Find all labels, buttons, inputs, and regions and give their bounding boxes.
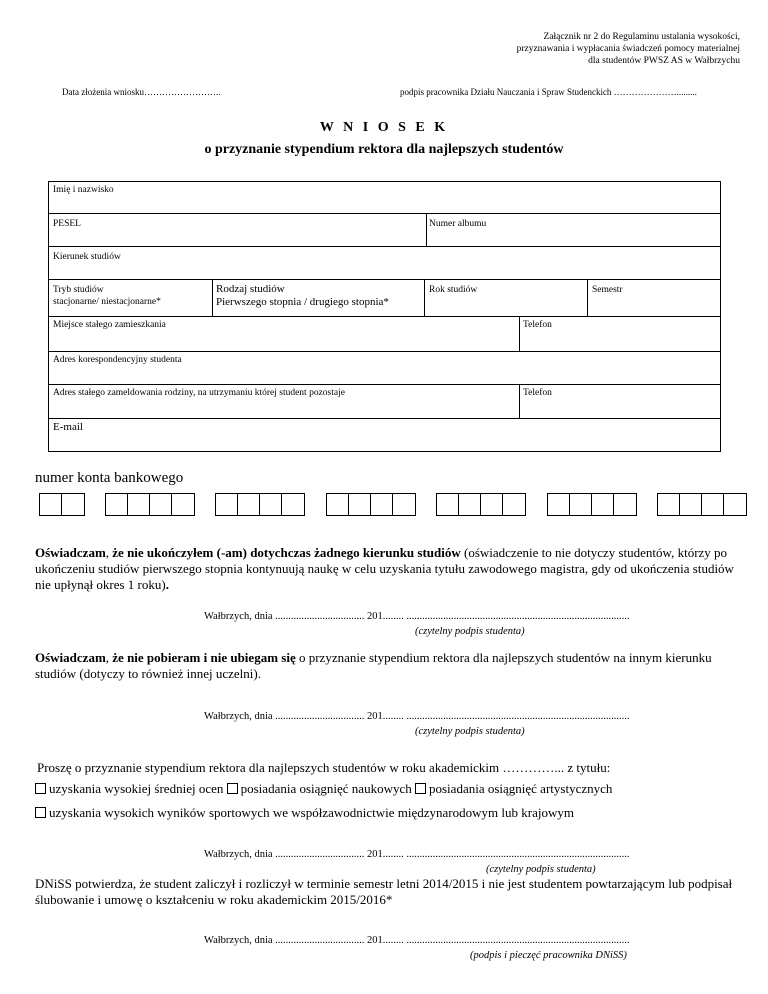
dniss-confirmation-text: DNiSS potwierdza, że student zaliczył i rozliczył w terminie semestr letni 2014/2015 i nie jest studentem powtarzającym lub podpisał ślubowanie i umowę o kształceniu w roku akademickim 2015/2016* — [35, 876, 733, 907]
scholarship-request-text: Proszę o przyznanie stypendium rektora dla najlepszych studentów w roku akademickim …………... z tytułu: — [37, 760, 611, 775]
option-artistic-label: posiadania osiągnięć artystycznych — [429, 781, 613, 796]
staff-signature-field[interactable]: podpis pracownika Działu Nauczania i Spraw Studenckich …………………......... — [400, 87, 697, 97]
bank-digit-group[interactable] — [39, 493, 85, 516]
checkbox-artistic[interactable] — [415, 783, 426, 794]
bank-digit-group[interactable] — [547, 493, 637, 516]
phone-field-1[interactable]: Telefon — [523, 320, 552, 330]
study-type-title: Rodzaj studiów — [216, 283, 285, 295]
declaration-no-other-scholarship: Oświadczam, że nie pobieram i nie ubiegam się o przyznanie stypendium rektora dla najlepszych studentów na innym kierunku studiów (dotyczy to również innej uczelni). — [35, 650, 712, 681]
study-mode-title: Tryb studiów — [53, 285, 104, 295]
checkbox-sports[interactable] — [35, 807, 46, 818]
study-year-field[interactable]: Rok studiów — [429, 285, 478, 295]
name-field[interactable]: Imię i nazwisko — [53, 185, 114, 195]
header-line-3: dla studentów PWSZ AS w Wałbrzychu — [588, 56, 740, 66]
study-type-field[interactable]: Pierwszego stopnia / drugiego stopnia* — [216, 296, 389, 308]
document-title: W N I O S E K — [319, 120, 449, 135]
field-of-study-field[interactable]: Kierunek studiów — [53, 252, 121, 262]
residence-field[interactable]: Miejsce stałego zamieszkania — [53, 320, 166, 330]
document-subtitle: o przyznanie stypendium rektora dla najlepszych studentów — [204, 142, 564, 157]
bank-digit-group[interactable] — [326, 493, 416, 516]
bank-account-label: numer konta bankowego — [35, 470, 184, 486]
bank-digit-group[interactable] — [657, 493, 747, 516]
application-form-table — [48, 181, 721, 452]
phone-field-2[interactable]: Telefon — [523, 388, 552, 398]
signature-caption-2: (czytelny podpis studenta) — [415, 726, 525, 737]
correspondence-address-field[interactable]: Adres korespondencyjny studenta — [53, 355, 182, 365]
attachment-header — [517, 31, 740, 67]
option-high-grades-label: uzyskania wysokiej średniej ocen — [49, 781, 224, 796]
submission-date-field[interactable]: Data złożenia wniosku…………………….. — [62, 87, 221, 97]
signature-line-2[interactable]: Wałbrzych, dnia .................................. 201........ ..................................................................................... — [204, 711, 630, 722]
option-sports-label: uzyskania wysokich wyników sportowych we współzawodnictwie międzynarodowym lub krajowym — [49, 805, 574, 820]
checkbox-high-grades[interactable] — [35, 783, 46, 794]
options-row-1 — [35, 781, 612, 797]
signature-caption-1: (czytelny podpis studenta) — [415, 626, 525, 637]
declaration-no-prior-degree: Oświadczam, że nie ukończyłem (-am) dotychczas żadnego kierunku studiów (oświadczenie to nie dotyczy studentów, którzy po ukończeniu studiów pierwszego stopnia kontynuują naukę w celu uzyskania tytułu zawodowego magistra, gdy od ukończenia studiów nie upłynął okres 1 roku). — [35, 545, 734, 592]
signature-line-3[interactable]: Wałbrzych, dnia .................................. 201........ ..................................................................................... — [204, 849, 630, 860]
signature-caption-dniss: (podpis i pieczęć pracownika DNiSS) — [470, 950, 627, 961]
header-line-1: Załącznik nr 2 do Regulaminu ustalania wysokości, — [543, 32, 740, 42]
checkbox-scientific[interactable] — [227, 783, 238, 794]
bank-digit-group[interactable] — [436, 493, 526, 516]
header-line-2: przyznawania i wypłacania świadczeń pomocy materialnej — [516, 44, 740, 54]
pesel-field[interactable]: PESEL — [53, 219, 81, 229]
album-number-field[interactable]: Numer albumu — [429, 219, 487, 229]
signature-line-4[interactable]: Wałbrzych, dnia .................................. 201........ ..................................................................................... — [204, 935, 630, 946]
option-scientific-label: posiadania osiągnięć naukowych — [240, 781, 412, 796]
bank-digit-group[interactable] — [215, 493, 305, 516]
options-row-2 — [35, 805, 574, 821]
study-mode-field[interactable]: stacjonarne/ niestacjonarne* — [53, 297, 161, 307]
semester-field[interactable]: Semestr — [592, 285, 623, 295]
email-field[interactable]: E-mail — [53, 421, 83, 433]
signature-caption-3: (czytelny podpis studenta) — [486, 864, 596, 875]
signature-line-1[interactable]: Wałbrzych, dnia .................................. 201........ ..................................................................................... — [204, 611, 630, 622]
family-address-field[interactable]: Adres stałego zameldowania rodziny, na utrzymaniu której student pozostaje — [53, 388, 345, 398]
bank-digit-group[interactable] — [105, 493, 195, 516]
